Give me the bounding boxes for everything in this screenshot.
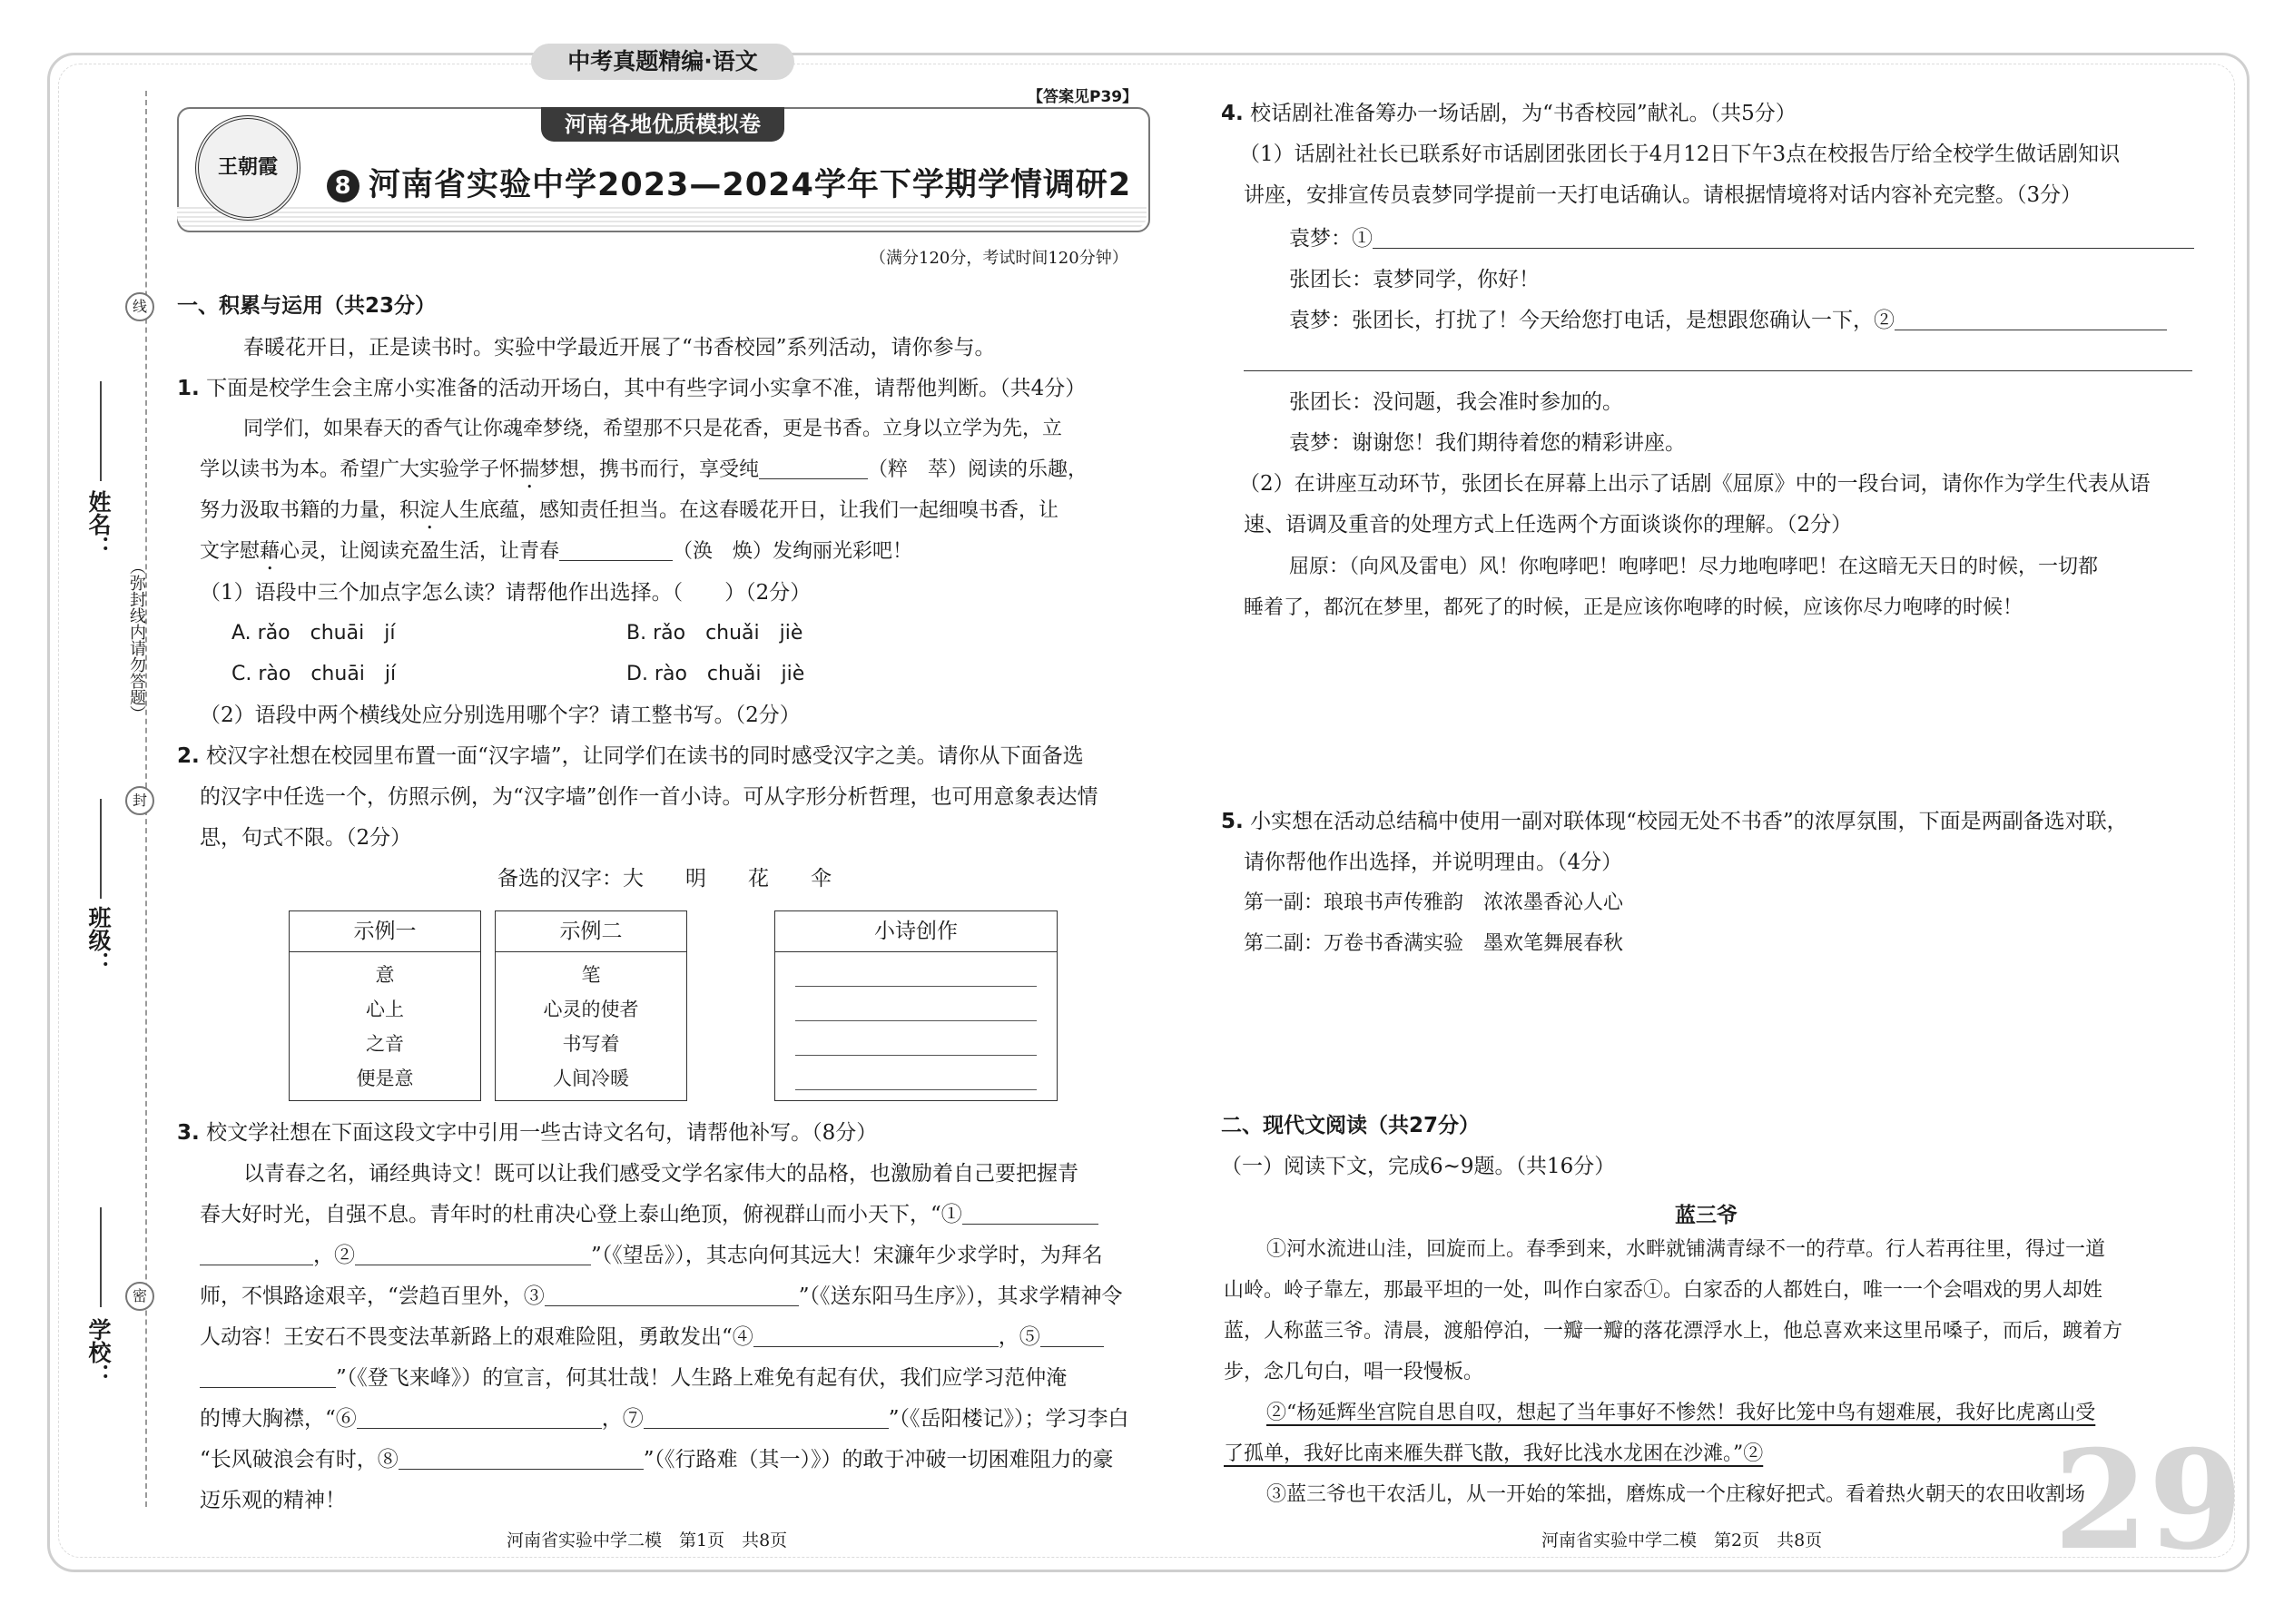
q4-2-prompt-2: 速、语调及重音的处理方式上任选两个方面谈谈你的理解。（2分） — [1244, 513, 1853, 536]
score-info: （满分120分，考试时间120分钟） — [870, 249, 1128, 268]
blank-huan[interactable] — [559, 540, 673, 561]
blank-5[interactable] — [1040, 1326, 1104, 1347]
blank-1[interactable] — [962, 1204, 1098, 1225]
poem-creation-box — [774, 910, 1058, 1101]
school-label: 学校： — [85, 1318, 112, 1386]
dialogue-blank-1[interactable] — [1373, 228, 2194, 249]
dotted-char-chuai: 揣 — [519, 458, 540, 481]
blank-7[interactable] — [644, 1408, 889, 1429]
banner-stripe — [177, 207, 1147, 229]
q3-passage-line-3: ，② ”（《望岳》），其志向何其远大！宋濂年少求学时，为拜名 — [200, 1242, 1103, 1269]
story-p1-line-2: 山岭。岭子靠左，那最平坦的一处，叫作白家岙①。白家岙的人都姓白，唯一一个会唱戏的男人却姓 — [1224, 1279, 2103, 1302]
subsection-1: （一）阅读下文，完成6~9题。（共16分） — [1221, 1155, 1616, 1178]
q1-passage-line-4: 文字慰藉心灵，让阅读充盈生活，让青春 （涣 焕）发绚丽光彩吧！ — [200, 540, 913, 563]
q2-prompt-1: 2. 校汉字社想在校园里布置一面“汉字墙”，让同学们在读书的同时感受汉字之美。请你从下面备选 — [177, 744, 1084, 768]
quote-line-1: 屈原：（向风及雷电）风！你咆哮吧！咆哮吧！尽力地咆哮吧！在这暗无天日的时候，一切都 — [1289, 556, 2099, 578]
q3-passage-line-8: “长风破浪会有时，⑧ ”（《行路难（其一）》）的敢于冲破一切困难阻力的豪 — [200, 1448, 1114, 1471]
class-label: 班级： — [85, 906, 112, 974]
story-p2-line-1: ②“杨延辉坐宫院自思自叹，想起了当年事好不惨然！我好比笼中鸟有翅难展，我好比虎离山受 — [1266, 1402, 2096, 1424]
name-label: 姓名： — [85, 490, 112, 558]
q3-prompt: 3. 校文学社想在下面这段文字中引用一些古诗文名句，请帮他补写。（8分） — [177, 1121, 878, 1145]
story-title: 蓝三爷 — [1675, 1204, 1738, 1227]
q1-passage-line-1: 同学们，如果春天的香气让你魂牵梦绕，希望那不只是花香，更是书香。立身以立学为先，立 — [243, 418, 1063, 440]
example-1-line: 便是意 — [356, 1068, 414, 1089]
book-title-tab: 中考真题精编·语文 — [531, 44, 794, 80]
footer-page-1: 河南省实验中学二模 第1页 共8页 — [507, 1530, 788, 1550]
dialogue-line-5: 袁梦：谢谢您！我们期待着您的精彩讲座。 — [1289, 431, 1686, 455]
story-p2-line-2: 了孤单，我好比南来雁失群飞散，我好比浅水龙困在沙滩。”② — [1224, 1442, 1764, 1465]
dialogue-line-3: 袁梦：张团长，打扰了！今天给您打电话，是想跟您确认一下，② — [1289, 307, 2167, 334]
section-1-heading: 一、积累与运用（共23分） — [177, 294, 437, 318]
secret-mark: 密 — [125, 1282, 154, 1311]
q3-passage-line-7: 的博大胸襟，“⑥ ，⑦ ”（《岳阳楼记》）；学习李白 — [200, 1407, 1129, 1431]
example-1-line: 心上 — [366, 999, 404, 1020]
couplet-2: 第二副：万卷书香满实验 墨欢笔舞展春秋 — [1244, 932, 1624, 955]
exam-title: 8 河南省实验中学2023—2024学年下学期学情调研2 — [327, 160, 1131, 205]
example-2-box — [495, 910, 687, 1101]
section-2-heading: 二、现代文阅读（共27分） — [1221, 1114, 1481, 1137]
exam-number-badge: 8 — [327, 170, 359, 202]
q1-2-prompt: （2）语段中两个横线处应分别选用哪个字？请工整书写。（2分） — [200, 704, 801, 727]
footer-page-2: 河南省实验中学二模 第2页 共8页 — [1541, 1530, 1823, 1550]
story-p1-line-1: ①河水流进山洼，回旋而上。春季到来，水畔就铺满青绿不一的荇草。行人若再往里，得过一道 — [1266, 1238, 2106, 1261]
q4-prompt: 4. 校话剧社准备筹办一场话剧，为“书香校园”献礼。（共5分） — [1221, 102, 1797, 125]
dialogue-line-4: 张团长：没问题，我会准时参加的。 — [1289, 390, 1623, 414]
blank-2[interactable] — [355, 1245, 591, 1265]
q1-prompt: 1. 下面是校学生会主席小实准备的活动开场白，其中有些字词小实拿不准，请帮他判断。（共4分） — [177, 377, 1087, 400]
poem-creation-heading: 小诗创作 — [775, 911, 1057, 952]
q1-passage-line-2: 学以读书为本。希望广大实验学子怀揣梦想，携书而行，享受纯 （粹 萃）阅读的乐趣， — [200, 458, 1088, 481]
class-write-line[interactable] — [100, 799, 102, 899]
blank-5-cont[interactable] — [200, 1367, 336, 1388]
q1-1-prompt: （1）语段中三个加点字怎么读？请帮他作出选择。（ ）（2分） — [200, 581, 812, 605]
blank-8[interactable] — [399, 1449, 644, 1470]
intro-text: 春暖花开日，正是读书时。实验中学最近开展了“书香校园”系列活动，请你参与。 — [243, 336, 996, 359]
dialogue-blank-2-cont[interactable] — [1244, 348, 2192, 375]
blank-cui[interactable] — [759, 458, 868, 479]
school-write-line[interactable] — [100, 1207, 102, 1307]
example-2-heading: 示例二 — [496, 911, 686, 952]
example-2-line: 笔 — [581, 964, 601, 986]
q5-prompt-1: 5. 小实想在活动总结稿中使用一副对联体现“校园无处不书香”的浓厚氛围，下面是两副备选对联， — [1221, 810, 2128, 833]
couplet-1: 第一副：琅琅书声传雅韵 浓浓墨香沁人心 — [1244, 891, 1624, 914]
q3-passage-line-6: ”（《登飞来峰》）的宣言，何其壮哉！人生路上难免有起有伏，我们应学习范仲淹 — [200, 1364, 1067, 1392]
option-a[interactable]: A. rǎo chuāi jí — [231, 622, 396, 645]
story-p1-line-3: 蓝，人称蓝三爷。清晨，渡船停泊，一瓣一瓣的落花漂浮水上，他总喜欢来这里吊嗓子，而后，踱着方 — [1224, 1320, 2123, 1343]
line-mark: 线 — [125, 292, 154, 321]
dotted-char-dian: 淀 — [419, 499, 440, 522]
page-number-large: 29 — [2053, 1421, 2243, 1580]
option-d[interactable]: D. rào chuǎi jiè — [626, 663, 805, 685]
example-1-box — [289, 910, 481, 1101]
seal-mark: 封 — [125, 786, 154, 815]
dialogue-blank-2[interactable] — [1895, 310, 2167, 330]
option-c[interactable]: C. rào chuāi jí — [231, 663, 397, 685]
q3-passage-line-1: 以青春之名，诵经典诗文！既可以让我们感受文学名家伟大的品格，也激励着自己要把握青 — [243, 1162, 1078, 1186]
q2-prompt-2: 的汉字中任选一个，仿照示例，为“汉字墙”创作一首小诗。可从字形分析哲理，也可用意象表达情 — [200, 785, 1098, 809]
example-1-line: 之音 — [366, 1033, 404, 1055]
example-1-heading: 示例一 — [290, 911, 480, 952]
dotted-char-jie: 藉 — [260, 540, 281, 563]
q4-1-prompt-1: （1）话剧社社长已联系好市话剧团张团长于4月12日下午3点在校报告厅给全校学生做话剧知识 — [1239, 143, 2121, 166]
name-write-line[interactable] — [100, 381, 102, 481]
q4-1-prompt-2: 讲座，安排宣传员袁梦同学提前一天打电话确认。请根据情境将对话内容补充完整。（3分） — [1244, 183, 2082, 207]
example-2-line: 书写着 — [562, 1033, 620, 1055]
poem-write-line[interactable] — [795, 1021, 1038, 1056]
quote-line-2: 睡着了，都沉在梦里，都死了的时候，正是应该你咆哮的时候，应该你尽力咆哮的时候！ — [1244, 596, 2023, 619]
dialogue-line-2: 张团长：袁梦同学，你好！ — [1289, 268, 1540, 291]
option-b[interactable]: B. rǎo chuǎi jiè — [626, 622, 803, 645]
q2-prompt-3: 思，句式不限。（2分） — [200, 826, 412, 850]
blank-3[interactable] — [545, 1285, 799, 1306]
example-2-line: 人间冷暖 — [553, 1068, 629, 1089]
banner-ribbon: 河南各地优质模拟卷 — [541, 107, 784, 142]
poem-write-line[interactable] — [795, 1056, 1038, 1090]
example-2-line: 心灵的使者 — [543, 999, 639, 1020]
story-p3-line-1: ③蓝三爷也干农活儿，从一开始的笨拙，磨炼成一个庄稼好把式。看着热火朝天的农田收割场 — [1266, 1483, 2086, 1506]
blank-1-cont[interactable] — [200, 1245, 313, 1265]
q4-2-prompt-1: （2）在讲座互动环节，张团长在屏幕上出示了话剧《屈原》中的一段台词，请你作为学生代表从语 — [1239, 472, 2151, 496]
story-p1-line-4: 步，念几句白，唱一段慢板。 — [1224, 1361, 1484, 1383]
binding-warning: （弥封线内请勿答题） — [127, 558, 146, 722]
q5-prompt-2: 请你帮他作出选择，并说明理由。（4分） — [1244, 851, 1623, 874]
poem-write-line[interactable] — [795, 952, 1038, 987]
dialogue-line-1: 袁梦：① — [1289, 225, 2194, 252]
blank-4[interactable] — [753, 1326, 999, 1347]
q3-passage-line-4: 师，不惧路途艰辛，“尝趋百里外，③ ”（《送东阳马生序》），其求学精神令 — [200, 1284, 1123, 1308]
blank-6[interactable] — [357, 1408, 602, 1429]
answer-reference: 【答案见P39】 — [1028, 88, 1138, 106]
q3-passage-line-5: 人动容！王安石不畏变法革新路上的艰难险阻，勇敢发出“④ ，⑤ — [200, 1324, 1104, 1351]
q3-passage-line-2: 春大好时光，自强不息。青年时的杜甫决心登上泰山绝顶，俯视群山而小天下，“① — [200, 1201, 1098, 1228]
q3-passage-line-9: 迈乐观的精神！ — [200, 1489, 346, 1512]
publisher-logo: 王朝霞 — [195, 115, 300, 221]
candidate-characters: 备选的汉字：大 明 花 伞 — [497, 867, 832, 891]
q1-passage-line-3: 努力汲取书籍的力量，积淀人生底蕴，感知责任担当。在这春暖花开日，让我们一起细嗅书香，让 — [200, 499, 1059, 522]
example-1-line: 意 — [375, 964, 395, 986]
poem-write-line[interactable] — [795, 987, 1038, 1021]
